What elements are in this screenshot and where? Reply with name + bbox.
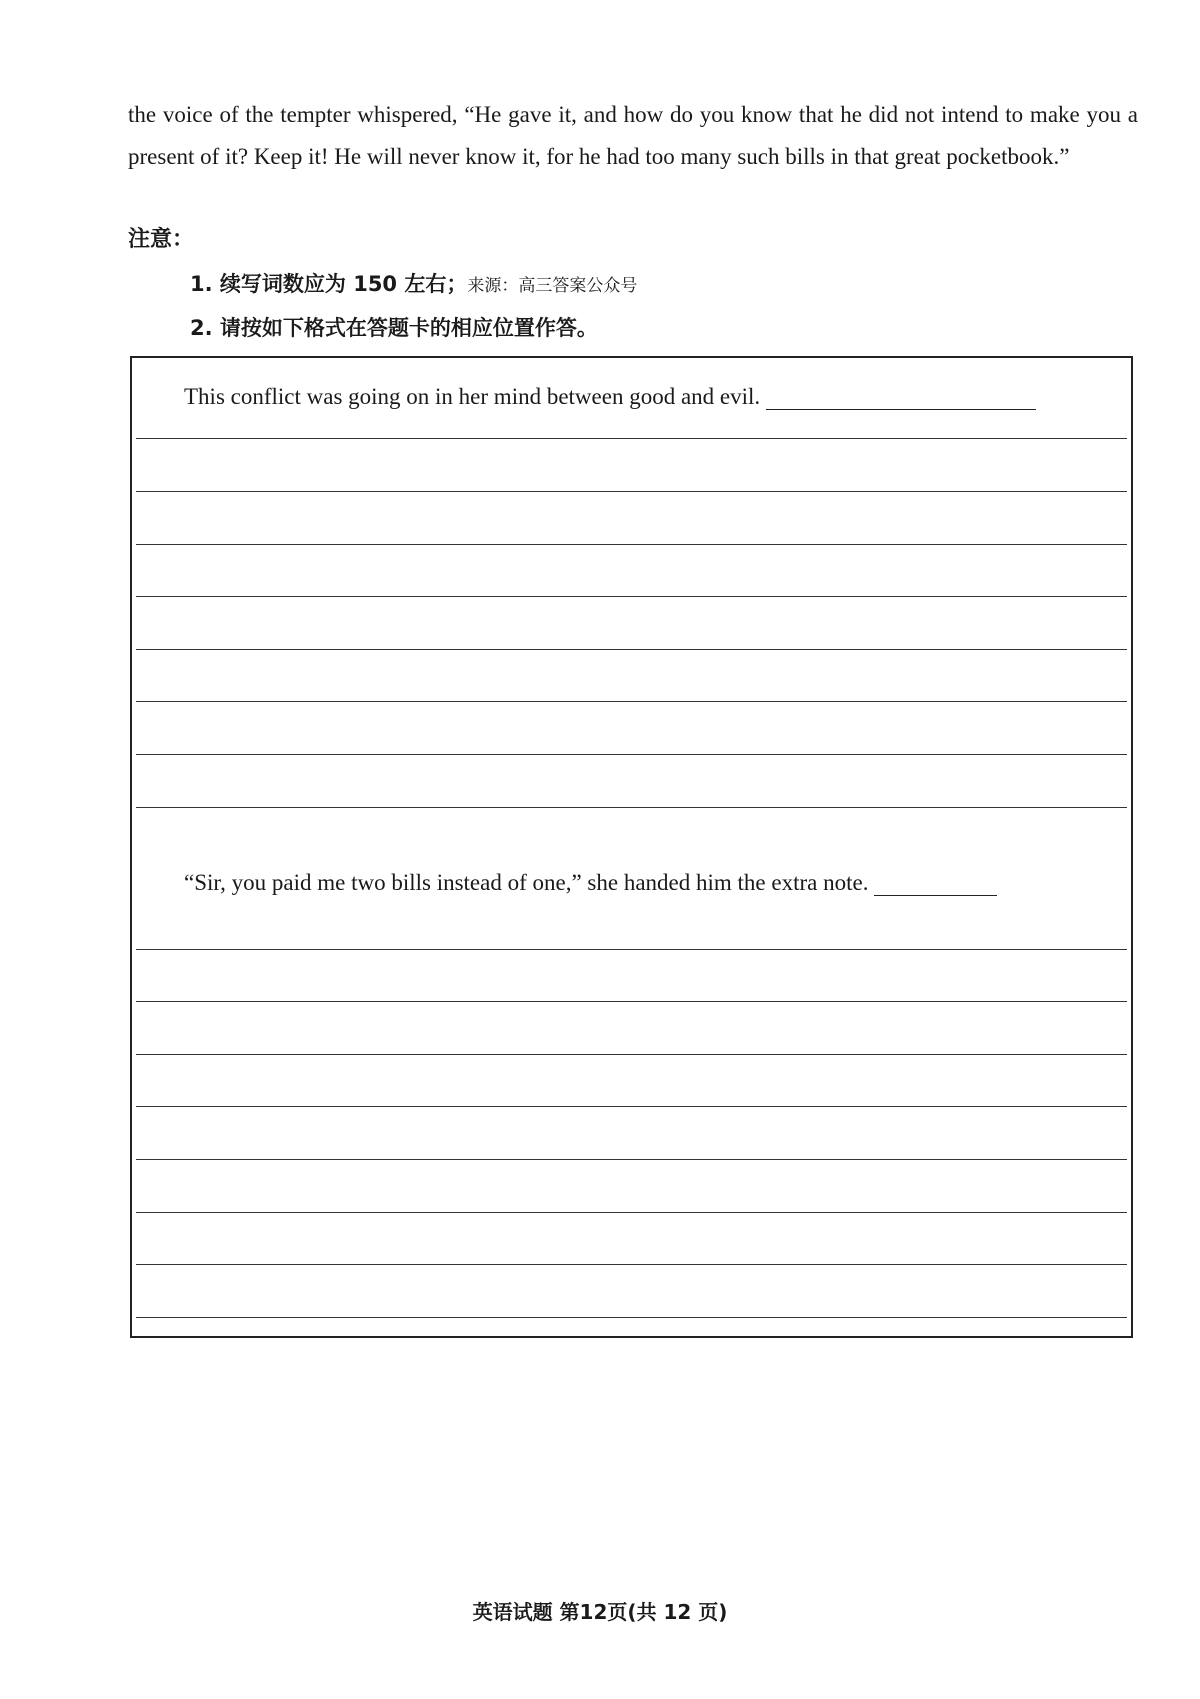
passage-excerpt bbox=[128, 94, 1138, 178]
writing-line bbox=[136, 1159, 1127, 1160]
writing-line bbox=[136, 949, 1127, 950]
writing-line bbox=[136, 544, 1127, 545]
paragraph-2-prompt bbox=[184, 870, 997, 896]
page-footer: 英语试题 第12页(共 12 页) bbox=[472, 1600, 728, 1624]
writing-line bbox=[136, 596, 1127, 597]
writing-line bbox=[136, 1212, 1127, 1213]
writing-blank bbox=[874, 873, 997, 896]
answer-box bbox=[130, 356, 1133, 1338]
note-source: 来源：高三答案公众号 bbox=[467, 276, 638, 296]
writing-line bbox=[136, 438, 1127, 439]
passage-paragraph: the voice of the tempter whispered, “He gave it, and how do you know that he did not intend to make you a present of it? Keep it! He will never know it, for he had too many such bills in that great pocketbook.” bbox=[128, 102, 1138, 169]
writing-line bbox=[136, 491, 1127, 492]
writing-line bbox=[136, 1317, 1127, 1318]
paragraph-1-opening-sentence: This conflict was going on in her mind between good and evil. bbox=[184, 384, 761, 409]
writing-line bbox=[136, 649, 1127, 650]
note-item-word-count bbox=[190, 268, 637, 298]
notes-heading: 注意： bbox=[128, 227, 195, 252]
writing-blank bbox=[766, 387, 1036, 410]
writing-line bbox=[136, 1001, 1127, 1002]
writing-line bbox=[136, 701, 1127, 702]
paragraph-1-prompt bbox=[184, 384, 1036, 410]
writing-line bbox=[136, 754, 1127, 755]
writing-line bbox=[136, 1264, 1127, 1265]
writing-line bbox=[136, 1054, 1127, 1055]
paragraph-2-opening-sentence: “Sir, you paid me two bills instead of one,” she handed him the extra note. bbox=[184, 870, 869, 895]
writing-line bbox=[136, 1106, 1127, 1107]
writing-line bbox=[136, 807, 1127, 808]
note-item-1-text: 1. 续写词数应为 150 左右； bbox=[190, 272, 468, 296]
note-item-format: 2. 请按如下格式在答题卡的相应位置作答。 bbox=[190, 316, 598, 340]
